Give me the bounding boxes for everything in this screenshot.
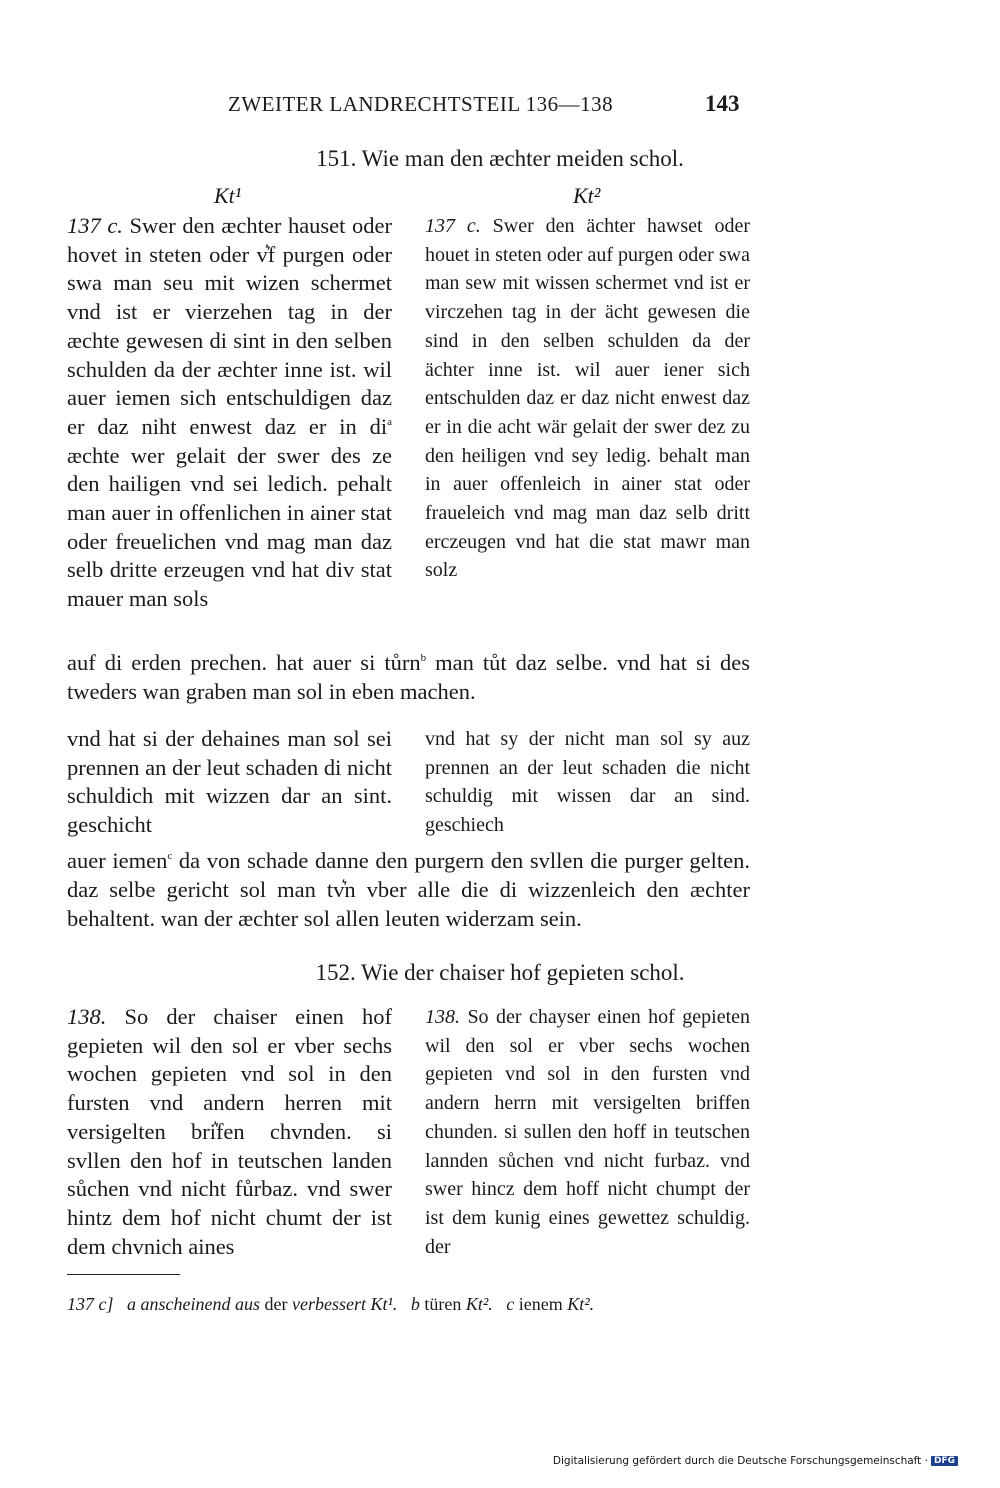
running-title: ZWEITER LANDRECHTSTEIL 136—138 <box>228 92 614 116</box>
footnote-source: Kt¹. <box>370 1294 398 1314</box>
footnote-text: türen <box>424 1294 462 1314</box>
column-label-kt1: Kt¹ <box>214 183 242 208</box>
footnote-label-b: b <box>410 1294 420 1314</box>
column-kt2-151b <box>425 725 750 840</box>
shared-text: da von schade danne den purgern den svllen die purger gelten. daz selbe gericht sol man tv͛n vber alle die di wizzenleich den æchter behaltent. wan der æchter sol allen leuten widerzam sein. <box>67 848 750 931</box>
footnote-label-c: c <box>506 1294 515 1314</box>
footnote-marker: c <box>167 850 173 862</box>
digitization-credit <box>553 1455 958 1467</box>
paragraph-text: Swer den ächter hawset oder houet in steten oder auf purgen oder swa man sew mit wissen schermet vnd ist er virczehen tag in der ächt gewesen die sind in den selben schulden da der ächter inne ist. wil auer iener sich entschulden daz er daz nicht enwest daz er in die acht wär gelait der swer dez zu den heiligen vnd sey ledig. behalt man in auer offenleich in ainer stat oder fraueleich vnd mag man daz selb dritt erczeugen vnd hat die stat mawr man solz <box>425 215 750 582</box>
shared-text-2 <box>67 846 750 933</box>
paragraph-text: Swer den æchter hauset oder hovet in steten oder v͛f purgen oder swa man seu mit wizen schermet vnd ist er vierzehen tag in der æchte gewesen di sint in den selben schulden da der æchter inne ist. wil auer iemen sich entschuldigen daz er daz niht enwest daz er in di <box>67 213 392 439</box>
column-kt2-152 <box>425 1003 750 1261</box>
paragraph-text: vnd hat si der dehaines man sol sei prennen an der leut schaden di nicht schuldich mit wizzen dar an sint. geschicht <box>67 726 392 838</box>
paragraph-ref: 138. <box>425 1006 460 1028</box>
footnote-text: der <box>264 1294 288 1314</box>
column-label-kt2: Kt² <box>573 183 601 208</box>
footnotes <box>67 1294 767 1315</box>
paragraph-text: So der chaiser einen hof gepieten wil den sol er vber sechs wochen gepieten vnd sol in den fursten vnd andern herren mit versigelten bri͛fen chvnden. si svllen den hof in teutschen landen sůchen vnd nicht fůrbaz. vnd swer hintz dem hof nicht chumt der ist dem chvnich aines <box>67 1004 392 1259</box>
column-kt1-151b <box>67 725 392 840</box>
paragraph-text: vnd hat sy der nicht man sol sy auz prennen an der leut schaden die nicht schuldig mit wissen dar an sind. geschiech <box>425 728 750 837</box>
section-number: 152. <box>315 960 356 985</box>
footnote-text: anscheinend aus <box>140 1294 260 1314</box>
paragraph-ref: 138. <box>67 1004 107 1029</box>
footnote-divider <box>67 1274 180 1275</box>
column-kt1-151 <box>67 212 392 614</box>
paragraph-text: So der chayser einen hof gepieten wil den sol er vber sechs wochen gepieten vnd sol in den fursten vnd andern herrn mit versigelten briffen chunden. si sullen den hoff in teutschen lannden sůchen vnd nicht furbaz. vnd swer hincz dem hoff nicht chumpt der ist dem kunig eines gewettez schuldig. der <box>425 1006 751 1258</box>
footnote-ref: 137 c] <box>67 1294 114 1314</box>
footnote-source: Kt². <box>567 1294 595 1314</box>
footnote-marker: b <box>420 652 427 664</box>
section-title-151 <box>0 146 1000 172</box>
page-number: 143 <box>705 91 740 116</box>
section-number: 151. <box>316 146 357 171</box>
dfg-logo: DFG <box>931 1456 958 1466</box>
shared-text: auf di erden prechen. hat auer si tůrn <box>67 650 421 675</box>
footnote-source: Kt². <box>465 1294 493 1314</box>
section-heading: Wie man den æchter meiden schol. <box>361 146 684 171</box>
paragraph-ref: 137 c. <box>425 215 481 237</box>
column-kt1-152 <box>67 1003 392 1261</box>
footnote-marker: a <box>387 415 392 428</box>
shared-text: man tůt daz selbe. vnd hat si des tweders wan graben man sol in eben machen. <box>67 650 750 704</box>
column-kt2-151 <box>425 212 750 585</box>
footnote-text: ienem <box>518 1294 563 1314</box>
shared-text-1 <box>67 648 750 706</box>
paragraph-text: æchte wer gelait der swer des ze den hailigen vnd sei ledich. pehalt man auer in offenlichen in ainer stat oder freuelichen vnd mag man daz selb dritte erzeugen vnd hat div stat mauer man sols <box>67 442 392 612</box>
credit-text: Digitalisierung gefördert durch die Deutsche Forschungsgemeinschaft · <box>552 1455 928 1467</box>
running-header <box>0 92 1000 124</box>
footnote-label-a: a <box>127 1294 136 1314</box>
paragraph-ref: 137 c. <box>67 213 123 238</box>
footnote-text: verbessert <box>291 1294 366 1314</box>
section-title-152 <box>0 960 1000 986</box>
section-heading: Wie der chaiser hof gepieten schol. <box>361 960 685 985</box>
shared-text: auer iemen <box>67 848 168 873</box>
